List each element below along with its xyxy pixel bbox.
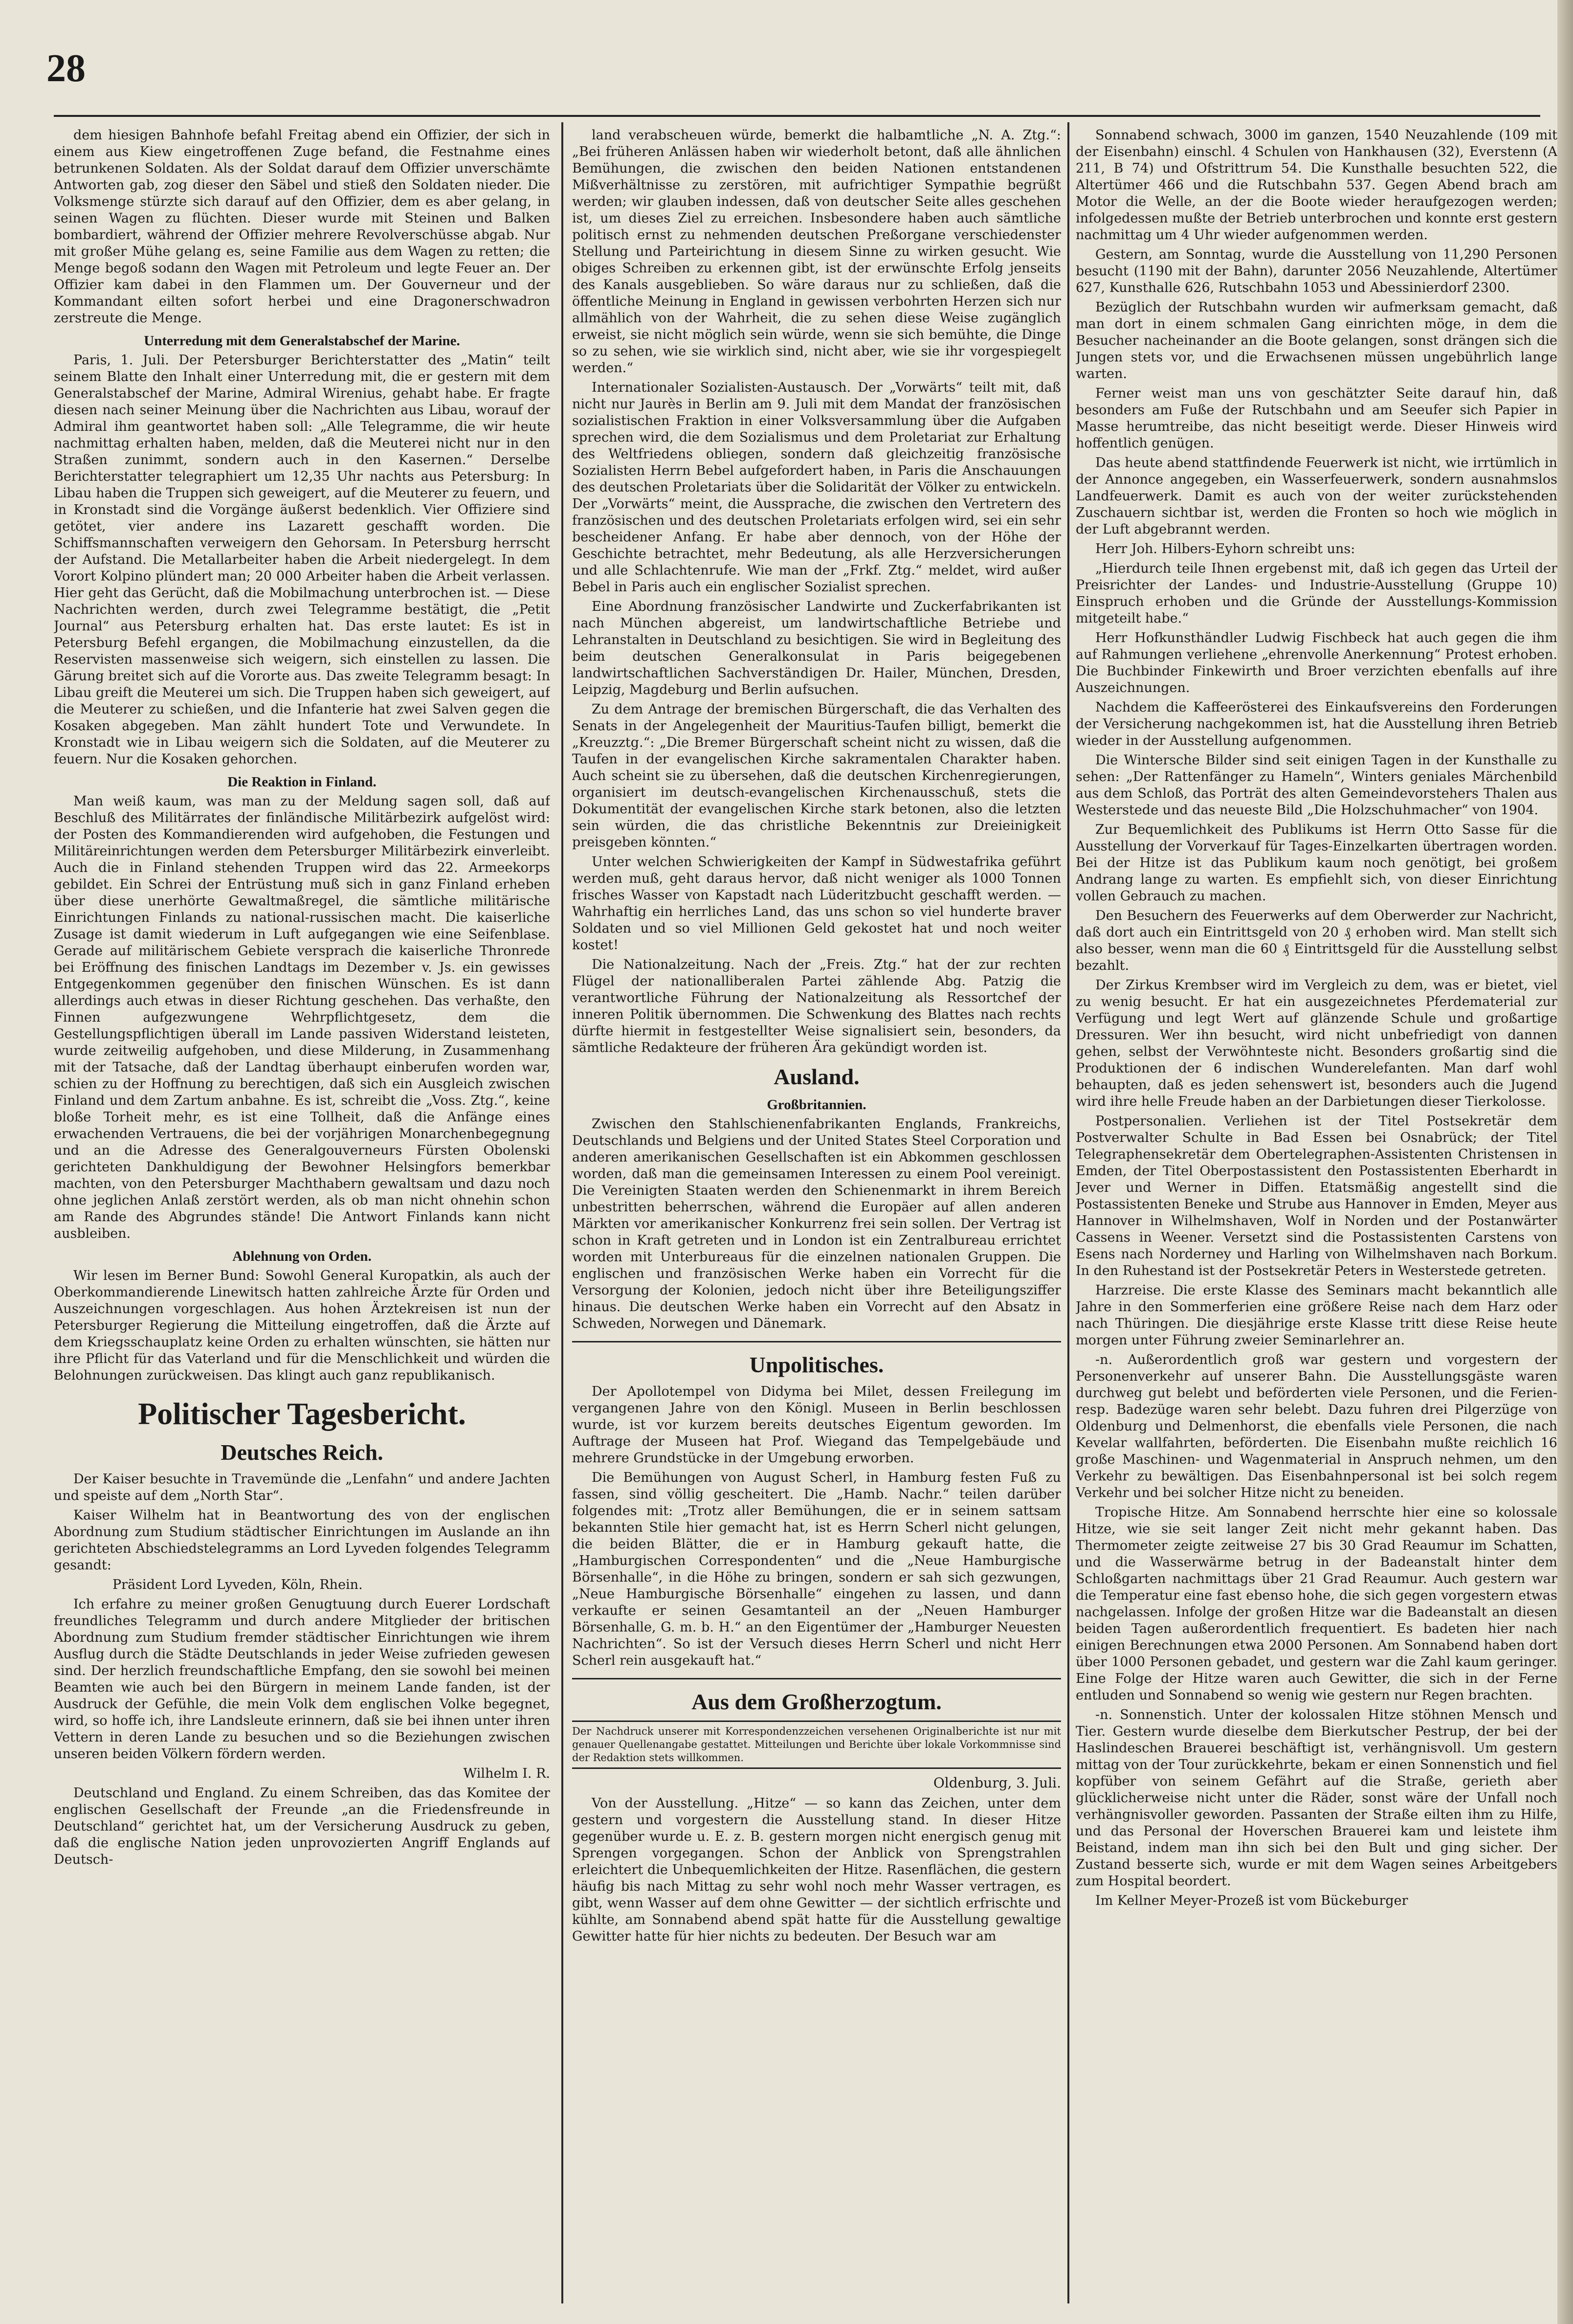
article-paragraph: Die Wintersche Bilder sind seit einigen Tagen in der Kunsthalle zu sehen: „Der Rattenfänger zu Hameln“, Winters geniales Märchenbild aus dem Schloß, das Porträt des alten Gemeindevorstehers Thalen aus Westerstede und das neueste Bild „Die Holzschuhmacher“ von 1904. xyxy=(1076,753,1557,818)
article-paragraph: Herr Joh. Hilbers-Eyhorn schreibt uns: xyxy=(1095,541,1355,557)
article-paragraph: Die Bemühungen von August Scherl, in Hamburg festen Fuß zu fassen, sind völlig gescheitert. Die „Hamb. Nachr.“ teilen darüber folgendes mit: „Trotz aller Bemühungen, die er in seinem sattsam bekannten Stile hier gemacht hat, ist es Herrn Scherl nicht gelungen, die beiden Blätter, die er in Hamburg gekauft hatte, die „Hamburgischen Correspondenten“ und die „Neue Hamburgische Börsenhalle“, in die Höhe zu bringen, sondern er sah sich gezwungen, „Neue Hamburgische Börsenhalle“ eingehen zu lassen, und dann verkaufte er seinen Gesamtanteil an der „Neuen Hamburger Börsenhalle, G. m. b. H.“ an den Eigentümer der „Hamburger Neuesten Nachrichten“. So ist der Versuch dieses Herrn Scherl und nicht Herr Scherl rein ausgekauft hat.“ xyxy=(572,1470,1061,1668)
article-paragraph: Wir lesen im Berner Bund: Sowohl General Kuropatkin, als auch der Oberkommandierende Linewitsch hatten zahlreiche Ärzte für Orden und Auszeichnungen vorgeschlagen. Aus hohen Ärztekreisen ist nun der Petersburger Regierung die Mitteilung eingetroffen, daß die Ärzte auf dem Kriegsschauplatz keine Orden zu erhalten wünschten, sie hätten nur ihre Pflicht für das Vaterland und für die Menschlichkeit und würden die Belohnungen zurückweisen. Das klingt auch ganz republikanisch. xyxy=(54,1268,550,1383)
column-3 xyxy=(1076,127,1557,2299)
article-paragraph: Deutschland und England. Zu einem Schreiben, das das Komitee der englischen Gesellschaft der Freunde „an die Friedensfreunde in Deutschland“ gerichtet hat, um der Versicherung Ausdruck zu geben, daß die englische Nation jeden unprovozierten Angriff Englands auf Deutsch- xyxy=(54,1786,550,1867)
article-paragraph: Herr Hofkunsthändler Ludwig Fischbeck hat auch gegen die ihm auf Rahmungen verliehene „ehrenvolle Anerkennung“ Protest erhoben. Die Buchbinder Finkewirth und Broer verzichten ebenfalls auf ihre Auszeichnungen. xyxy=(1076,630,1557,695)
article-paragraph: land verabscheuen würde, bemerkt die halbamtliche „N. A. Ztg.“: „Bei früheren Anlässen haben wir wiederholt betont, daß alle ähnlichen Bemühungen, die zwischen den beiden Nationen entstandenen Mißverhältnisse zu zerstören, mit aufrichtiger Sympathie begrüßt werden; wir glauben indessen, daß von deutscher Seite alles geschehen ist, um dieses Ziel zu erreichen. Insbesondere haben auch sämtliche politisch ernst zu nehmenden deutschen Preßorgane verschiedenster Stellung und Parteirichtung in diesem Sinne zu wirken gesucht. Wie obiges Schreiben zu erkennen gibt, ist der erwünschte Erfolg jenseits des Kanals ausgeblieben. So wäre daraus nur zu schließen, daß die öffentliche Meinung in England in gewissen verbohrten Herzen sich nur allmählich von der Wahrheit, die zu sehen diese Weise zugänglich erweist, sie nicht möglich sein würde, wenn sie sich bemühte, die Dinge so zu sehen, wie sie wirklich sind, nicht aber, wie sie ihr vorgespiegelt werden.“ xyxy=(572,128,1061,376)
article-paragraph: Ich erfahre zu meiner großen Genugtuung durch Euerer Lordschaft freundliches Telegramm und durch andere Mitglieder der britischen Abordnung zum Studium fremder städtischer Einrichtungen wie ihrem Ausflug durch die Städte Deutschlands in jeder Weise zufrieden gewesen sind. Der herzlich freundschaftliche Empfang, den sie sowohl bei meinen Beamten wie auch bei den Bürgern in meinem Lande fanden, ist der Ausdruck der Gefühle, die mein Volk dem englischen Volke begegnet, wird, so hoffe ich, ihre Landsleute erinnern, daß sie bei ihnen unter ihren Vettern in deren Lande zu besuchen und so die Beziehungen zwischen unseren beiden Völkern fördern werden. xyxy=(54,1597,550,1762)
telegram-address: Präsident Lord Lyveden, Köln, Rhein. xyxy=(112,1577,363,1592)
article-paragraph: Ferner weist man uns von geschätzter Seite darauf hin, daß besonders am Fuße der Rutschbahn und am Seeufer sich Papier in Masse herumtreibe, das nicht beseitigt werde. Dieser Hinweis wird hoffentlich genügen. xyxy=(1076,386,1557,451)
article-paragraph: Tropische Hitze. Am Sonnabend herrschte hier eine so kolossale Hitze, wie sie seit langer Zeit nicht mehr gekannt haben. Das Thermometer zeigte zeitweise 27 bis 30 Grad Reaumur im Schatten, und die Wasserwärme betrug in der Badeanstalt hinter dem Schloßgarten nachmittags über 21 Grad Reaumur. Auch gestern war die Temperatur eine fast ebenso hohe, die sich gegen vorgestern etwas nachgelassen. Infolge der großen Hitze war die Badeanstalt an diesen beiden Tagen außerordentlich frequentiert. Es badeten hier nach einigen Berechnungen etwa 2000 Personen. Am Sonnabend haben dort über 1000 Personen gebadet, und gestern war die Zahl kaum geringer. Eine Folge der Hitze waren auch Gewitter, die sich in der Ferne entluden und Sonnabend so wenig wie gestern nur Regen brachten. xyxy=(1076,1505,1557,1703)
article-paragraph: Bezüglich der Rutschbahn wurden wir aufmerksam gemacht, daß man dort in einem schmalen Gang einrichten möge, in dem die Besucher nacheinander an die Boote gelangen, sonst drängen sich die Jungen stets vor, und die Erwachsenen müssen ungebührlich lange warten. xyxy=(1076,300,1557,381)
article-paragraph: Eine Abordnung französischer Landwirte und Zuckerfabrikanten ist nach München abgereist, um landwirtschaftliche Betriebe und Lehranstalten in Deutschland zu besichtigen. Sie wird in Begleitung des beim deutschen Generalkonsulat in Paris beigegebenen landwirtschaftlichen Sachverständigen Dr. Hailer, München, Dresden, Leipzig, Magdeburg und Berlin aufsuchen. xyxy=(572,599,1061,697)
article-paragraph: Sonnabend schwach, 3000 im ganzen, 1540 Neuzahlende (109 mit der Eisenbahn) einschl. 4 Schulen von Hankhausen (32), Everstenn (A 211, B 74) und Ofstrittrum 54. Die Kunsthalle besuchten 522, die Altertümer 466 und die Rutschbahn 537. Gegen Abend brach am Motor die Welle, an der die Boote wieder heraufgezogen werden; infolgedessen mußte der Betrieb unterbrochen und konnte erst gestern nachmittag um 4 Uhr wieder aufgenommen werden. xyxy=(1076,128,1557,243)
column-1 xyxy=(54,127,550,2299)
article-paragraph: Den Besuchern des Feuerwerks auf dem Oberwerder zur Nachricht, daß dort auch ein Eintrittsgeld von 20 ₰ erhoben wird. Man stellt sich also besser, wenn man die 60 ₰ Eintrittsgeld für die Ausstellung selbst bezahlt. xyxy=(1076,908,1557,973)
article-paragraph: Man weiß kaum, was man zu der Meldung sagen soll, daß auf Beschluß des Militärrates der finländische Militärbezirk aufgelöst wird: der Posten des Kommandierenden wird aufgehoben, die Festungen und Militäreinrichtungen werden dem Petersburger Militärbezirk einverleibt. Auch die in Finland stehenden Truppen wird das 22. Armeekorps gebildet. Ein Schrei der Entrüstung muß sich in ganz Finland erheben über diese unerhörte Gewaltmaßregel, die sämtliche militärische Einrichtungen Finlands zu national-russischen macht. Die kaiserliche Zusage ist damit wiederum in Luft aufgegangen wie eine Seifenblase. Gerade auf militärischem Gebiete versprach die kaiserliche Thronrede bei Eröffnung des finischen Landtags im Dezember v. Js. ein gewisses Entgegenkommen gegenüber den finischen Wünschen. Es ist dann allerdings auch etwas in dieser Richtung geschehen. Das verhaßte, den Finnen aufgezwungene Wehrpflichtgesetz, dem die Gestellungspflichtigen überall im Lande passiven Widerstand leisteten, wurde zeitweilig aufgehoben, und diese Milderung, in Zusammenhang mit der Tatsache, daß der Landtag überhaupt einberufen worden war, schien zu der Hoffnung zu berechtigen, daß sich ein Ausgleich zwischen Finland und dem Zartum anbahne. Es ist, schreibt die „Voss. Ztg.“, keine bloße Torheit mehr, es ist eine Tollheit, daß die Anfänge eines erwachenden Vertrauens, die bei der vorjährigen Monarchenbegegnung und an die Adresse des Generalgouverneurs Fürsten Obolenski gerichteten Dankhuldigung der Bewohner Helsingfors bemerkbar machten, von den Petersburger Machthabern gewaltsam und dazu noch ohne jeglichen Anlaß zerstört werden, als ob man nicht ohnehin schon am Rande des Abgrundes stände! Die Antwort Finlands kann nicht ausbleiben. xyxy=(54,794,550,1241)
article-paragraph: Der Zirkus Krembser wird im Vergleich zu dem, was er bietet, viel zu wenig besucht. Er hat ein ausgezeichnetes Pferdematerial zur Verfügung und legt Wert auf glänzende Schule und großartige Dressuren. Wer ihn besucht, wird nicht unbefriedigt von dannen gehen, selbst der Verwöhnteste nicht. Besonders großartig sind die Produktionen der 6 indischen Wunderelefanten. Man darf wohl behaupten, daß es jeden sehenswert ist, besonders auch die Jugend wird ihre helle Freude haben an der Darbietungen dieser Tierkolosse. xyxy=(1076,978,1557,1109)
article-paragraph: Internationaler Sozialisten-Austausch. Der „Vorwärts“ teilt mit, daß nicht nur Jaurès in Berlin am 9. Juli mit dem Mandat der französischen sozialistischen Fraktion in einer Volksversammlung über die Aufgaben sprechen wird, die dem Sozialismus und dem Proletariat zur Erhaltung des Weltfriedens obliegen, sondern daß gleichzeitig französische Sozialisten Herrn Bebel aufgefordert haben, in Paris die Anschauungen des deutschen Proletariats über die Solidarität der Völker zu entwickeln. Der „Vorwärts“ meint, die Aussprache, die zwischen den Vertretern des französischen und des deutschen Proletariats erfolgen wird, sei ein sehr bescheidener Anfang. Er habe aber dennoch, von der Höhe der Geschichte betrachtet, mehr Bedeutung, als alle Herzversicherungen und alle Schlachtenrufe. Wie man der „Frkf. Ztg.“ meldet, wird außer Bebel in Paris auch ein englischer Sozialist sprechen. xyxy=(572,380,1061,595)
article-paragraph: Von der Ausstellung. „Hitze“ — so kann das Zeichen, unter dem gestern und vorgestern die Ausstellung stand. In dieser Hitze gegenüber wurde u. E. z. B. gestern morgen nicht energisch genug mit Sprengen vorgegangen. Schon der Anblick von Sprengstrahlen erleichtert die Unbequemlichkeiten der Hitze. Rasenflächen, die gestern häufig bis nach Mittag zu sehr wohl noch mehr Wasser vertragen, es gibt, wenn Wasser auf dem ohne Gewitter — der sichtlich erfrischte und kühlte, am Sonnabend abend spät hatte für die Ausstellung gewaltige Gewitter hatte für hier nichts zu bedeuten. Der Besuch war am xyxy=(572,1796,1061,1944)
section-title: Aus dem Großherzogtum. xyxy=(691,1689,942,1714)
article-paragraph: Nachdem die Kaffeerösterei des Einkaufsvereins den Forderungen der Versicherung nachgekommen ist, hat die Ausstellung ihren Betrieb wieder in der Ausstellung aufgenommen. xyxy=(1076,700,1557,748)
article-paragraph: dem hiesigen Bahnhofe befahl Freitag abend ein Offizier, der sich in einem aus Kiew eingetroffenen Zuge befand, die Festnahme eines betrunkenen Soldaten. Als der Soldat darauf dem Offizier unverschämte Antworten gab, zog dieser den Säbel und stieß den Soldaten nieder. Die Volksmenge stürzte sich darauf auf den Offizier, dem es aber gelang, in seinen Wagen zu flüchten. Dieser wurde mit Steinen und Balken bombardiert, während der Offizier mehrere Revolverschüsse abgab. Nur mit großer Mühe gelang es, seine Familie aus dem Wagen zu retten; die Menge begoß sodann den Wagen mit Petroleum und legte Feuer an. Der Offizier kam dabei in den Flammen um. Der Gouverneur und der Kommandant eilten sofort herbei und eine Dragonerschwadron zerstreute die Menge. xyxy=(54,128,550,326)
article-paragraph: Harzreise. Die erste Klasse des Seminars macht bekanntlich alle Jahre in den Sommerferien eine größere Reise nach dem Harz oder nach Thüringen. Die diesjährige erste Klasse tritt diese Reise heute morgen unter Führung zweier Seminarlehrer an. xyxy=(1076,1283,1557,1348)
article-paragraph: Im Kellner Meyer-Prozeß ist vom Bückeburger xyxy=(1095,1893,1408,1908)
article-paragraph: Die Nationalzeitung. Nach der „Freis. Ztg.“ hat der zur rechten Flügel der nationalliberalen Partei zählende Abg. Patzig die verantwortliche Führung der Nationalzeitung als Ressortchef der inneren Politik übernommen. Die Schwenkung des Blattes nach rechts dürfte hiermit in festgestellter Weise signalisiert sein, besonders, da sämtliche Redakteure der früheren Ära gekündigt worden ist. xyxy=(572,957,1061,1055)
section-title: Politischer Tagesbericht. xyxy=(138,1396,466,1431)
article-heading: Unterredung mit dem Generalstabschef der Marine. xyxy=(144,333,460,349)
reprint-notice: Der Nachdruck unserer mit Korrespondenzzeichen versehenen Originalberichte ist nur mit genauer Quellenangabe gestattet. Mitteilungen und Berichte über lokale Vorkommnisse sind der Redaktion stets willkommen. xyxy=(572,1721,1061,1769)
article-paragraph: -n. Außerordentlich groß war gestern und vorgestern der Personenverkehr auf unserer Bahn. Die Ausstellungsgäste waren durchweg gut belebt und beförderten viele Personen, und die Ferien- resp. Badezüge waren sehr belebt. Dazu fuhren drei Pilgerzüge von Oldenburg und Delmenhorst, die ebenfalls viele Personen, die nach Kevelar wallfahrten, beförderten. Die Eisenbahn mußte reichlich 16 große Maschinen- und Wagenmaterial in Anspruch nehmen, um den Verkehr zu bewältigen. Das Eisenbahnpersonal ist bei solch regem Verkehr und bei solcher Hitze nicht zu beneiden. xyxy=(1076,1352,1557,1500)
article-paragraph: Zu dem Antrage der bremischen Bürgerschaft, die das Verhalten des Senats in der Angelegenheit der Mauritius-Taufen billigt, bemerkt die „Kreuzztg.“: „Die Bremer Bürgerschaft scheint nicht zu wissen, daß die Taufen in der evangelischen Kirche sakramentalen Charakter haben. Auch scheint sie zu übersehen, daß die deutschen Kirchenregierungen, organisiert im deutsch-evangelischen Kirchenausschuß, stets die Dokumentität der evangelischen Kirche stark betonen, also die letzten sein würden, die das christliche Bekenntnis zur Dreieinigkeit preisgeben könnten.“ xyxy=(572,702,1061,850)
article-paragraph: Zwischen den Stahlschienenfabrikanten Englands, Frankreichs, Deutschlands und Belgiens und der United States Steel Corporation und anderen amerikanischen Gesellschaften ist ein Abkommen geschlossen worden, daß man die gemeinsamen Interessen zu einem Pool vereinigt. Die Vereinigten Staaten werden den Schienenmarkt in ihrem Bereich unbestritten beherrschen, während die Europäer auf allen anderen Märkten vor amerikanischer Konkurrenz frei sein sollen. Der Vertrag ist schon in Kraft getreten und in London ist ein Zentralbureau errichtet worden mit Unterbureaus für die einzelnen nationalen Gruppen. Die englischen und französischen Werke haben ein Vorrecht für die Versorgung der Kolonien, jedoch nicht über ihre Beteiligungsziffer hinaus. Die deutschen Werke haben ein Vorrecht auf den Absatz in Schweden, Norwegen und Dänemark. xyxy=(572,1117,1061,1331)
page-fold-shadow xyxy=(1557,0,1573,2324)
article-heading: Die Reaktion in Finland. xyxy=(227,774,377,790)
section-title: Ausland. xyxy=(774,1064,860,1089)
article-paragraph: Zur Bequemlichkeit des Publikums ist Herrn Otto Sasse für die Ausstellung der Vorverkauf für Tages-Einzelkarten übertragen worden. Bei der Hitze ist das Publikum kaum noch genötigt, bei großem Andrang lange zu warten. Es empfiehlt sich, von dieser Einrichtung vollen Gebrauch zu machen. xyxy=(1076,822,1557,904)
section-rule xyxy=(572,1678,1061,1679)
article-paragraph: Kaiser Wilhelm hat in Beantwortung des von der englischen Abordnung zum Studium städtischer Einrichtungen im Auslande an ihn gerichteten Abschiedstelegramms an Lord Lyveden folgendes Telegramm gesandt: xyxy=(54,1508,550,1573)
article-paragraph: Der Kaiser besuchte in Travemünde die „Lenfahn“ und andere Jachten und speiste auf dem „North Star“. xyxy=(54,1472,550,1503)
section-rule xyxy=(572,1341,1061,1342)
article-paragraph: Der Apollotempel von Didyma bei Milet, dessen Freilegung im vergangenen Jahre von den Königl. Museen in Berlin beschlossen wurde, ist vor kurzem bereits deutsches Eigentum geworden. Im Auftrage der Museen hat Prof. Wiegand das Tempelgebäude und mehrere Grundstücke in der Umgebung erworben. xyxy=(572,1384,1061,1466)
article-paragraph: Paris, 1. Juli. Der Petersburger Berichterstatter des „Matin“ teilt seinem Blatte den Inhalt einer Unterredung mit, die er gestern mit dem Generalstabschef der Marine, Admiral Wirenius, gehabt habe. Er fragte diesen nach seiner Meinung über die Nachrichten aus Libau, worauf der Admiral ihm geantwortet haben soll: „Alle Telegramme, die wir heute nachmittag erhalten haben, melden, daß die Meuterei nicht nur in den Straßen zunimmt, sondern auch in den Kasernen.“ Derselbe Berichterstatter telegraphiert um 12,35 Uhr nachts aus Petersburg: In Libau haben die Truppen sich geweigert, auf die Meuterer zu feuern, und in Kronstadt sind die Vorgänge äußerst bedenklich. Vier Offiziere sind getötet, vier andere ins Lazarett geschafft worden. Die Schiffsmannschaften verweigern den Gehorsam. In Petersburg herrscht der Aufstand. Die Metallarbeiter haben die Arbeit niedergelegt. In dem Vorort Kolpino plündert man; 20 000 Arbeiter haben die Arbeit verlassen. Hier geht das Gerücht, daß die Mobilmachung unterbrochen ist. — Diese Nachrichten werden, durch zwei Telegramme bestätigt, die „Petit Journal“ aus Petersburg erhalten hat. Das erste lautet: Es ist in Petersburg Befehl ergangen, die Mobilmachung einzustellen, da die Reservisten massenweise sich weigern, sich einstellen zu lassen. Die Gärung breitet sich auf die Vororte aus. Das zweite Telegramm besagt: In Libau greift die Meuterei um sich. Die Truppen haben sich geweigert, auf die Meuterer zu schießen, und die Infanterie hat zwei Salven gegen die Kosaken abgegeben. Man zählt hundert Tote und Verwundete. In Kronstadt wie in Libau weigern sich die Soldaten, auf die Meuterer zu feuern. Nur die Kosaken gehorchen. xyxy=(54,353,550,767)
article-paragraph: Das heute abend stattfindende Feuerwerk ist nicht, wie irrtümlich in der Annonce angegeben, ein Wasserfeuerwerk, sondern ausnahmslos Landfeuerwerk. Damit es auch von der weiter zurückstehenden Zuschauern sichtbar ist, werden die Fronten so hoch wie möglich in der Luft abgebrannt werden. xyxy=(1076,455,1557,537)
page-number: 28 xyxy=(46,47,86,90)
article-heading: Ablehnung von Orden. xyxy=(232,1249,372,1264)
article-heading: Großbritannien. xyxy=(767,1097,866,1113)
section-subtitle: Deutsches Reich. xyxy=(221,1440,383,1465)
article-paragraph: Postpersonalien. Verliehen ist der Titel Postsekretär dem Postverwalter Schulte in Bad Essen bei Osnabrück; der Titel Telegraphensekretär dem Obertelegraphen-Assistenten Christensen in Emden, der Titel Oberpostassistent den Postassistenten Eberhardt in Jever und Werner in Diffen. Etatsmäßig angestellt sind die Postassistenten Beneke und Strube aus Hannover in Emden, Meyer aus Hannover in Wilhelmshaven, Wolf in Norden und der Postanwärter Cassens in Weener. Versetzt sind die Postassistenten Carstens von Esens nach Norderney und Harling von Wilhelmshaven nach Borkum. In den Ruhestand ist der Postsekretär Peters in Westerstede getreten. xyxy=(1076,1114,1557,1278)
column-2 xyxy=(572,127,1061,2299)
section-title: Unpolitisches. xyxy=(749,1352,884,1377)
column-rule xyxy=(561,122,563,2303)
article-paragraph: Unter welchen Schwierigkeiten der Kampf in Südwestafrika geführt werden muß, geht daraus hervor, daß nicht weniger als 1000 Tonnen frisches Wasser von Kapstadt nach Lüderitzbucht geschafft werden. — Wahrhaftig ein herrliches Land, das uns schon so viel hunderte braver Soldaten und so viel Millionen Geld gekostet hat und noch weiter kostet! xyxy=(572,854,1061,953)
article-paragraph: -n. Sonnenstich. Unter der kolossalen Hitze stöhnen Mensch und Tier. Gestern wurde dieselbe dem Bierkutscher Pestrup, der bei der Haslindeschen Brauerei beschäftigt ist, verhängnisvoll. Um gestern mittag von der Tour zurückkehrte, bekam er einen Sonnenstich und fiel kopfüber von seinem Gefährt auf die Straße, gerieth aber glücklicherweise nicht unter die Räder, sonst wäre der Unfall noch verhängnisvoller geworden. Passanten der Straße eilten ihm zu Hilfe, und das Personal der Hoverschen Brauerei kam und leistete ihm Beistand, indem man ihn sich bei den Bult und ging sicher. Der Zustand besserte sich, wurde er mit dem Wagen seines Arbeitgebers zum Hospital beordert. xyxy=(1076,1707,1557,1889)
article-paragraph: „Hierdurch teile Ihnen ergebenst mit, daß ich gegen das Urteil der Preisrichter der Landes- und Industrie-Ausstellung (Gruppe 10) Einspruch erhoben und die Gründe der Ausstellungs-Kommission mitgeteilt habe.“ xyxy=(1076,561,1557,626)
signature: Wilhelm I. R. xyxy=(463,1766,550,1781)
dateline: Oldenburg, 3. Juli. xyxy=(933,1775,1061,1791)
column-rule xyxy=(1067,122,1069,2303)
article-paragraph: Gestern, am Sonntag, wurde die Ausstellung von 11,290 Personen besucht (1190 mit der Bahn), darunter 2056 Neuzahlende, Altertümer 627, Kunsthalle 626, Rutschbahn 1053 und Abessinierdorf 2300. xyxy=(1076,247,1557,295)
header-rule xyxy=(54,115,1540,117)
